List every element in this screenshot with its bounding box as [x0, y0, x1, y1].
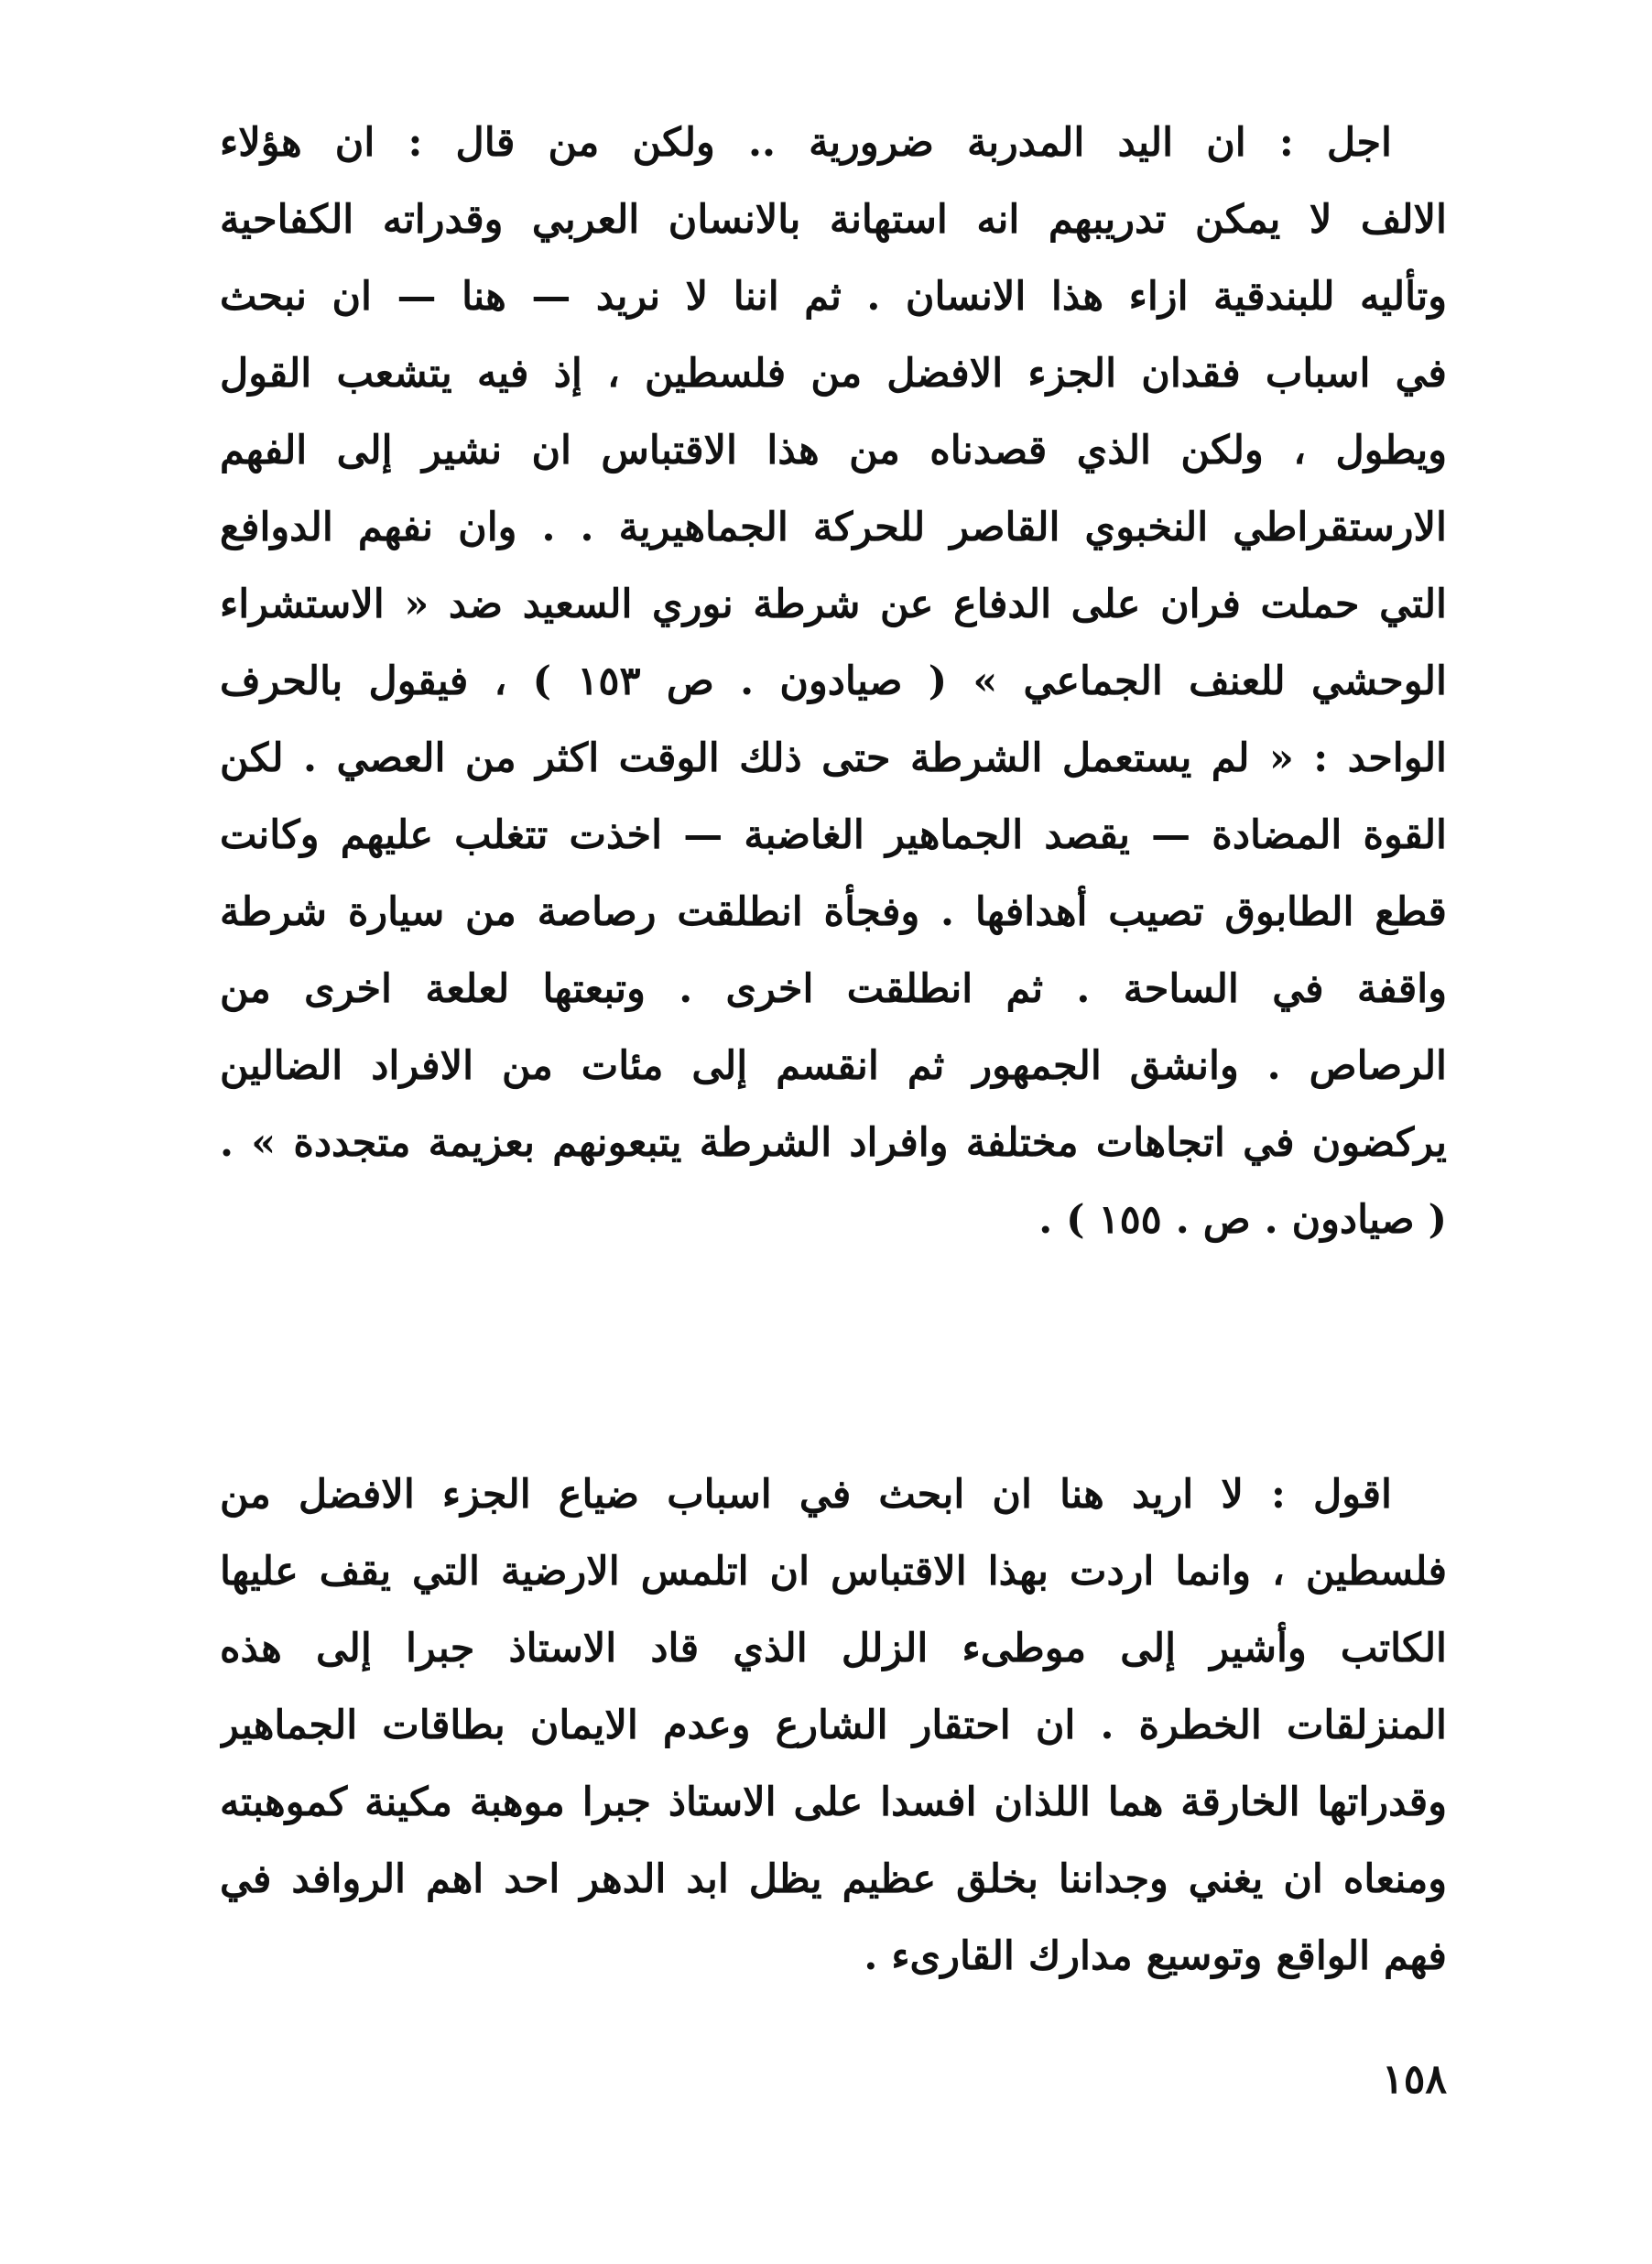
text-line: قطع الطابوق تصيب أهدافها . وفجأة انطلقت رصاصة من سيارة شرطة — [220, 889, 1447, 935]
text-line: الوحشي للعنف الجماعي » ( صيادون . ص ١٥٣ ) ، فيقول بالحرف — [220, 659, 1447, 704]
text-line: ويطول ، ولكن الذي قصدناه من هذا الاقتباس ان نشير إلى الفهم — [220, 428, 1447, 473]
text-line: فلسطين ، وانما اردت بهذا الاقتباس ان اتلمس الارضية التي يقف عليها — [220, 1549, 1447, 1595]
text-line: القوة المضادة — يقصد الجماهير الغاضبة — اخذت تتغلب عليهم وكانت — [220, 812, 1447, 858]
text-line: وقدراتها الخارقة هما اللذان افسدا على الاستاذ جبرا موهبة مكينة كموهبته — [220, 1780, 1447, 1825]
text-line: في اسباب فقدان الجزء الافضل من فلسطين ، إذ فيه يتشعب القول — [220, 351, 1447, 397]
text-line: الارستقراطي النخبوي القاصر للحركة الجماهيرية . . وان نفهم الدوافع — [220, 505, 1447, 550]
paragraph-2 — [220, 1456, 1447, 1995]
paragraph-1 — [220, 104, 1447, 1258]
text-line: الالف لا يمكن تدريبهم انه استهانة بالانسان العربي وقدراته الكفاحية — [220, 197, 1447, 243]
page-number: ١٥٨ — [1382, 2056, 1447, 2103]
text-line: واقفة في الساحة . ثم انطلقت اخرى . وتبعتها لعلعة اخرى من — [220, 966, 1447, 1012]
text-line: ومنعاه ان يغني وجداننا بخلق عظيم يظل ابد الدهر احد اهم الروافد في — [220, 1856, 1447, 1902]
text-line: الكاتب وأشير إلى موطىء الزلل الذي قاد الاستاذ جبرا إلى هذه — [220, 1626, 1447, 1671]
text-line: الرصاص . وانشق الجمهور ثم انقسم إلى مئات من الافراد الضالين — [220, 1043, 1447, 1089]
text-line: الواحد : « لم يستعمل الشرطة حتى ذلك الوقت اكثر من العصي . لكن — [220, 735, 1447, 781]
text-line: وتأليه للبندقية ازاء هذا الانسان . ثم اننا لا نريد — هنا — ان نبحث — [220, 274, 1447, 320]
text-line: التي حملت فران على الدفاع عن شرطة نوري السعيد ضد « الاستشراء — [220, 582, 1447, 627]
text-line: يركضون في اتجاهات مختلفة وافراد الشرطة يتبعونهم بعزيمة متجددة » . — [220, 1120, 1447, 1166]
text-line: اجل : ان اليد المدربة ضرورية .. ولكن من قال : ان هؤلاء — [220, 120, 1392, 166]
text-line: فهم الواقع وتوسيع مدارك القارىء . — [864, 1933, 1447, 1979]
text-line: المنزلقات الخطرة . ان احتقار الشارع وعدم الايمان بطاقات الجماهير — [220, 1703, 1447, 1748]
text-line: اقول : لا اريد هنا ان ابحث في اسباب ضياع الجزء الافضل من — [220, 1472, 1392, 1518]
text-line: ( صيادون . ص . ١٥٥ ) . — [1038, 1197, 1447, 1243]
